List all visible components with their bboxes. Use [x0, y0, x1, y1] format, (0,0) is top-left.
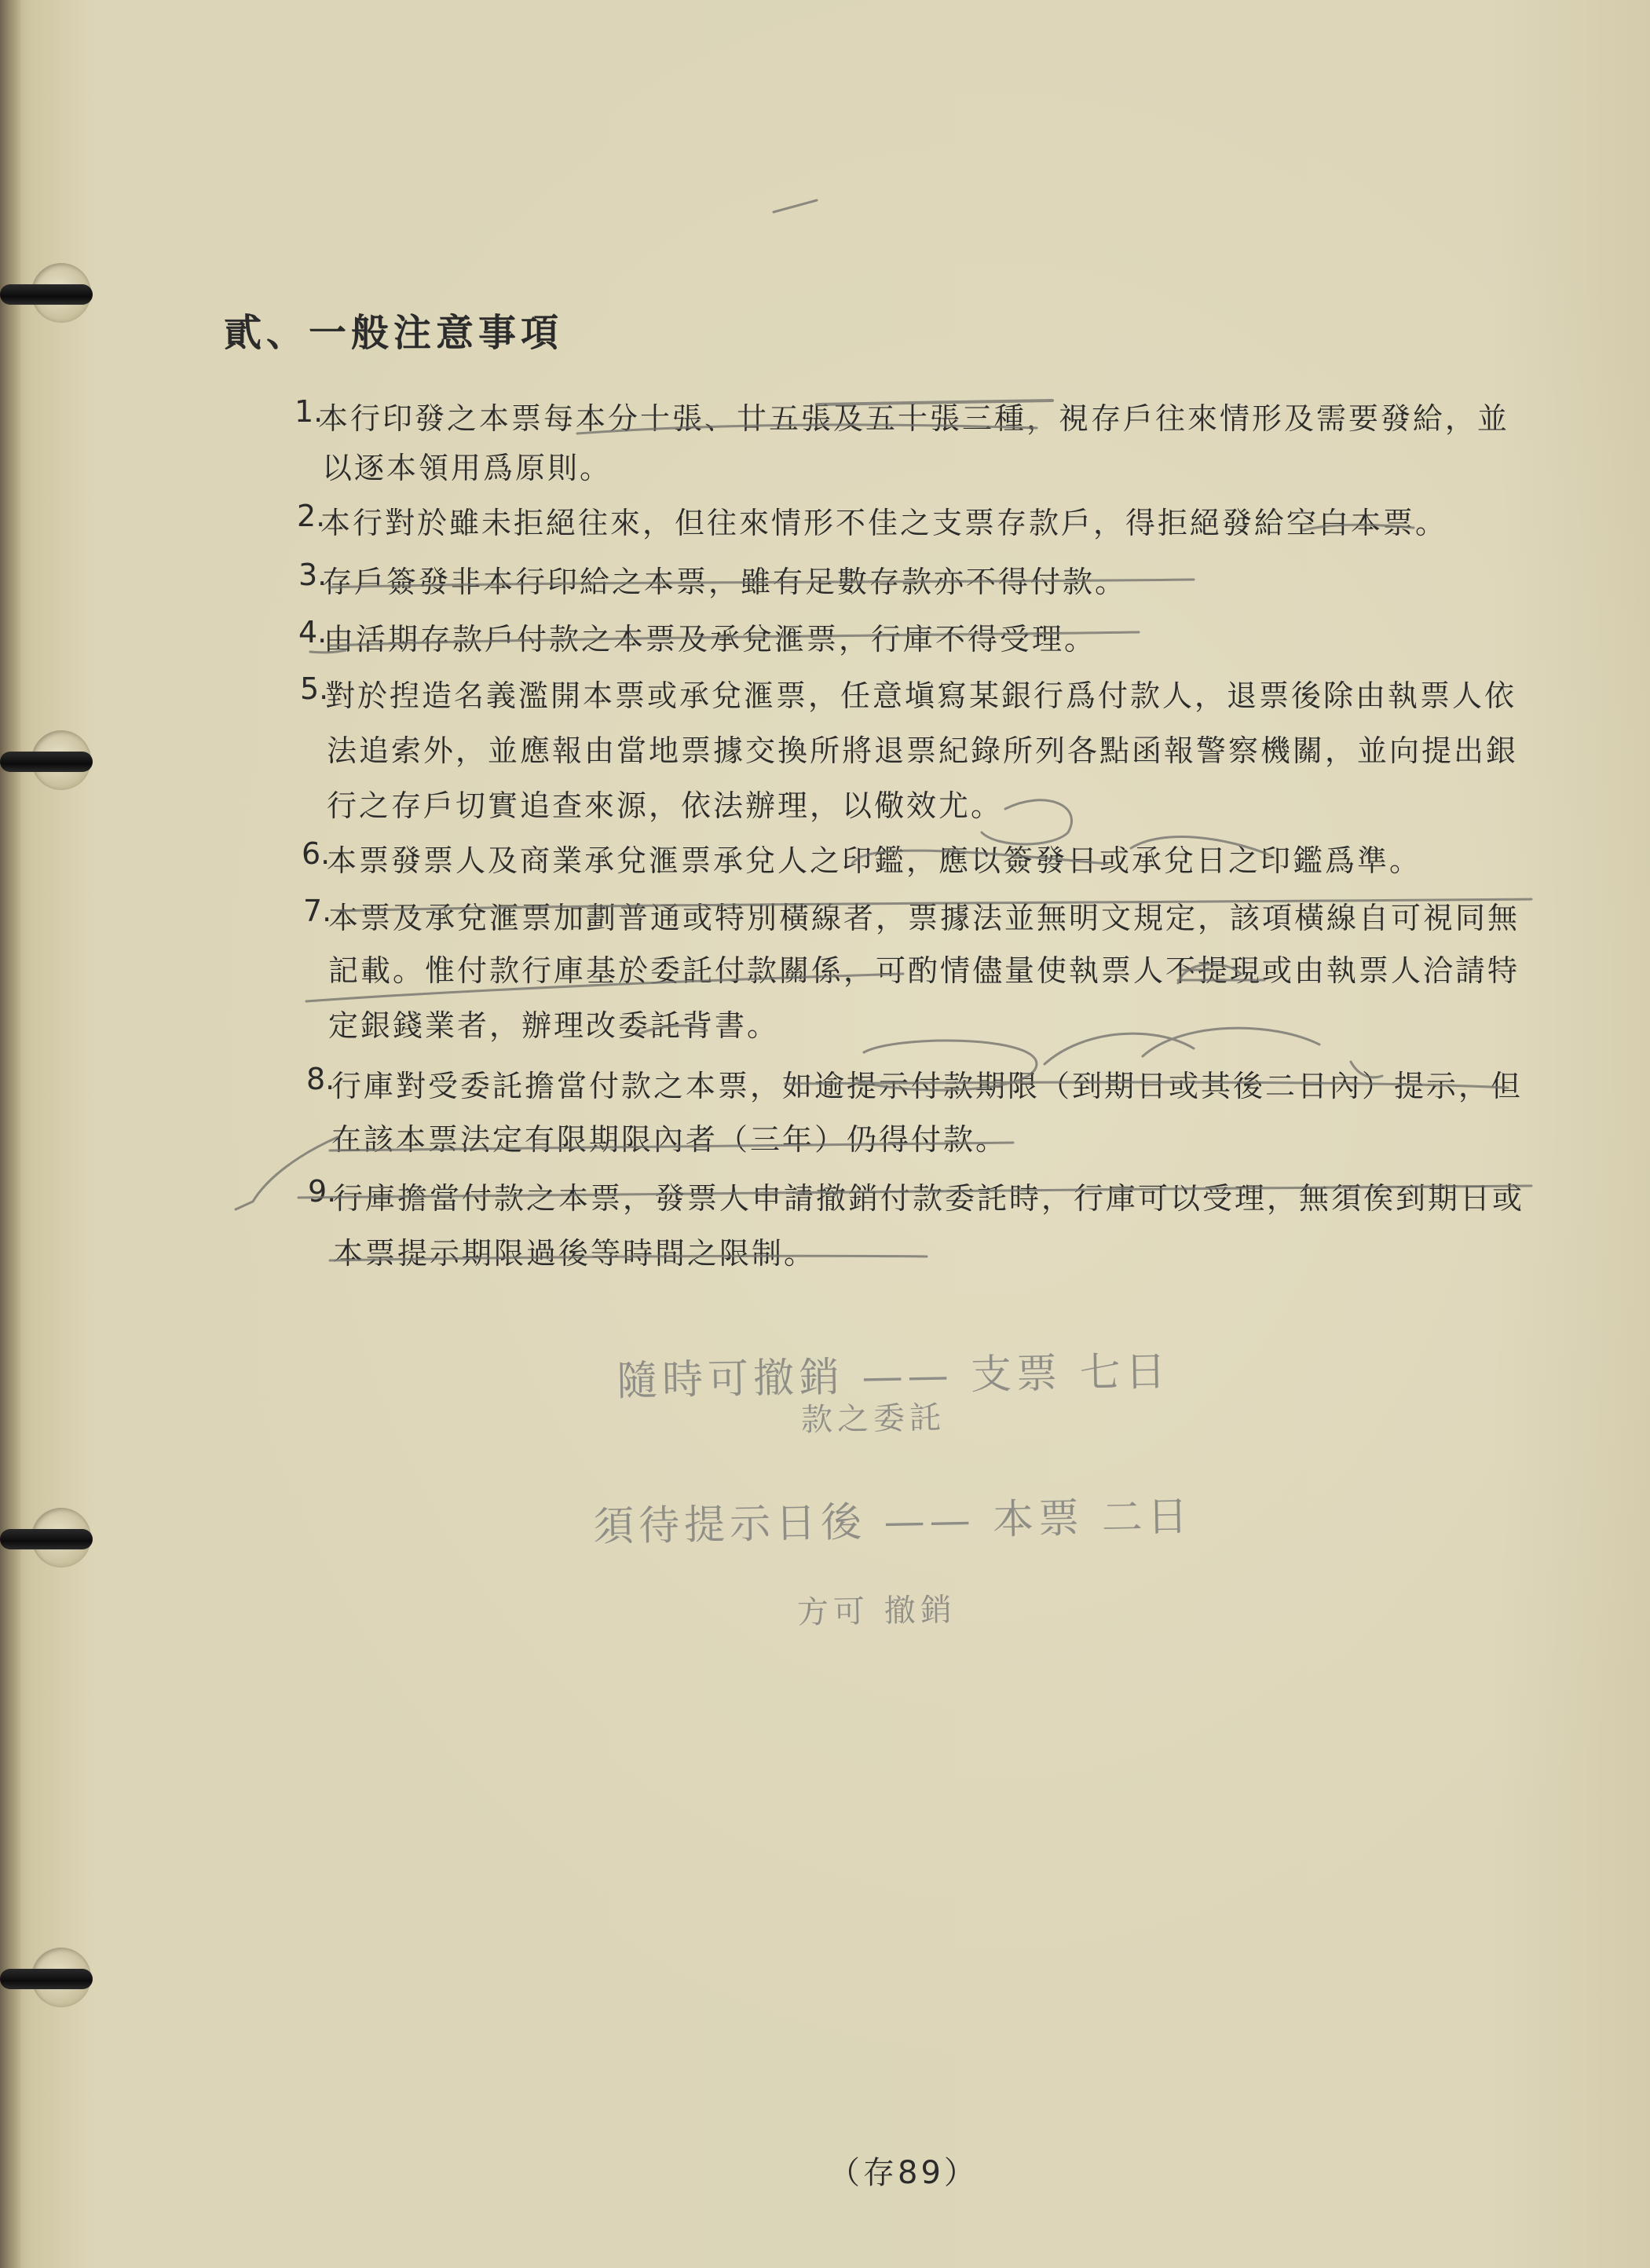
- item-number: 8.: [306, 1062, 335, 1096]
- handwritten-note: 款之委託: [800, 1399, 946, 1439]
- binding-string: [0, 1529, 93, 1549]
- item-3-line-1: 存戶簽發非本行印給之本票，雖有足數存款亦不得付款。: [322, 565, 1128, 599]
- item-7-line-3: 定銀錢業者，辦理改委託背書。: [328, 1008, 780, 1043]
- binding-string: [0, 284, 93, 305]
- item-5-line-3: 行之存戶切實追查來源，依法辦理，以儆效尤。: [327, 788, 1004, 823]
- handwritten-note: 隨時可撤銷 —— 支票 七日: [616, 1348, 1172, 1406]
- item-6-line-1: 本票發票人及商業承兌滙票承兌人之印鑑，應以簽發日或承兌日之印鑑爲準。: [327, 843, 1422, 878]
- item-8-line-1: 行庫對受委託擔當付款之本票，如逾提示付款期限（到期日或其後二日內）提示，但: [331, 1069, 1524, 1103]
- item-4-line-1: 由活期存款戶付款之本票及承兌滙票，行庫不得受理。: [324, 622, 1097, 657]
- item-5-line-1: 對於揑造名義濫開本票或承兌滙票，任意塡寫某銀行爲付款人，退票後除由執票人依: [325, 679, 1517, 713]
- item-number: 7.: [303, 894, 332, 928]
- item-number: 4.: [298, 615, 327, 649]
- item-7-line-2: 記載。惟付款行庫基於委託付款關係，可酌情儘量使執票人不提現或由執票人洽請特: [328, 953, 1520, 988]
- item-5-line-2: 法追索外，並應報由當地票據交換所將退票紀錄所列各點函報警察機關，並向提出銀: [327, 733, 1519, 768]
- page-number: （存89）: [829, 2155, 979, 2191]
- binding-string: [0, 1969, 93, 1989]
- binding-string: [0, 752, 93, 772]
- item-number: 3.: [298, 558, 327, 592]
- item-number: 9.: [308, 1174, 337, 1209]
- handwritten-note: 須待提示日後 —— 本票 二日: [592, 1493, 1194, 1551]
- section-heading: 貳、一般注意事項: [224, 311, 564, 355]
- item-number: 2.: [297, 499, 326, 533]
- item-number: 5.: [300, 671, 329, 706]
- item-7-line-1: 本票及承兌滙票加劃普通或特別橫線者，票據法並無明文規定，該項橫線自可視同無: [328, 901, 1520, 935]
- item-1-line-1: 本行印發之本票每本分十張、廿五張及五十張三種，視存戶往來情形及需要發給，並: [318, 401, 1510, 436]
- item-number: 6.: [302, 836, 331, 871]
- item-9-line-2: 本票提示期限過後等時間之限制。: [333, 1236, 817, 1271]
- item-8-line-2: 在該本票法定有限期限內者（三年）仍得付款。: [331, 1122, 1008, 1157]
- handwritten-note: 方可 撤銷: [796, 1592, 957, 1631]
- item-number: 1.: [295, 394, 324, 429]
- item-9-line-1: 行庫擔當付款之本票，發票人申請撤銷付款委託時，行庫可以受理，無須俟到期日或: [333, 1181, 1525, 1216]
- item-1-line-2: 以逐本領用爲原則。: [322, 451, 613, 485]
- page-left-edge: [0, 0, 22, 2268]
- item-2-line-1: 本行對於雖未拒絕往來，但往來情形不佳之支票存款戶，得拒絕發給空白本票。: [320, 506, 1448, 540]
